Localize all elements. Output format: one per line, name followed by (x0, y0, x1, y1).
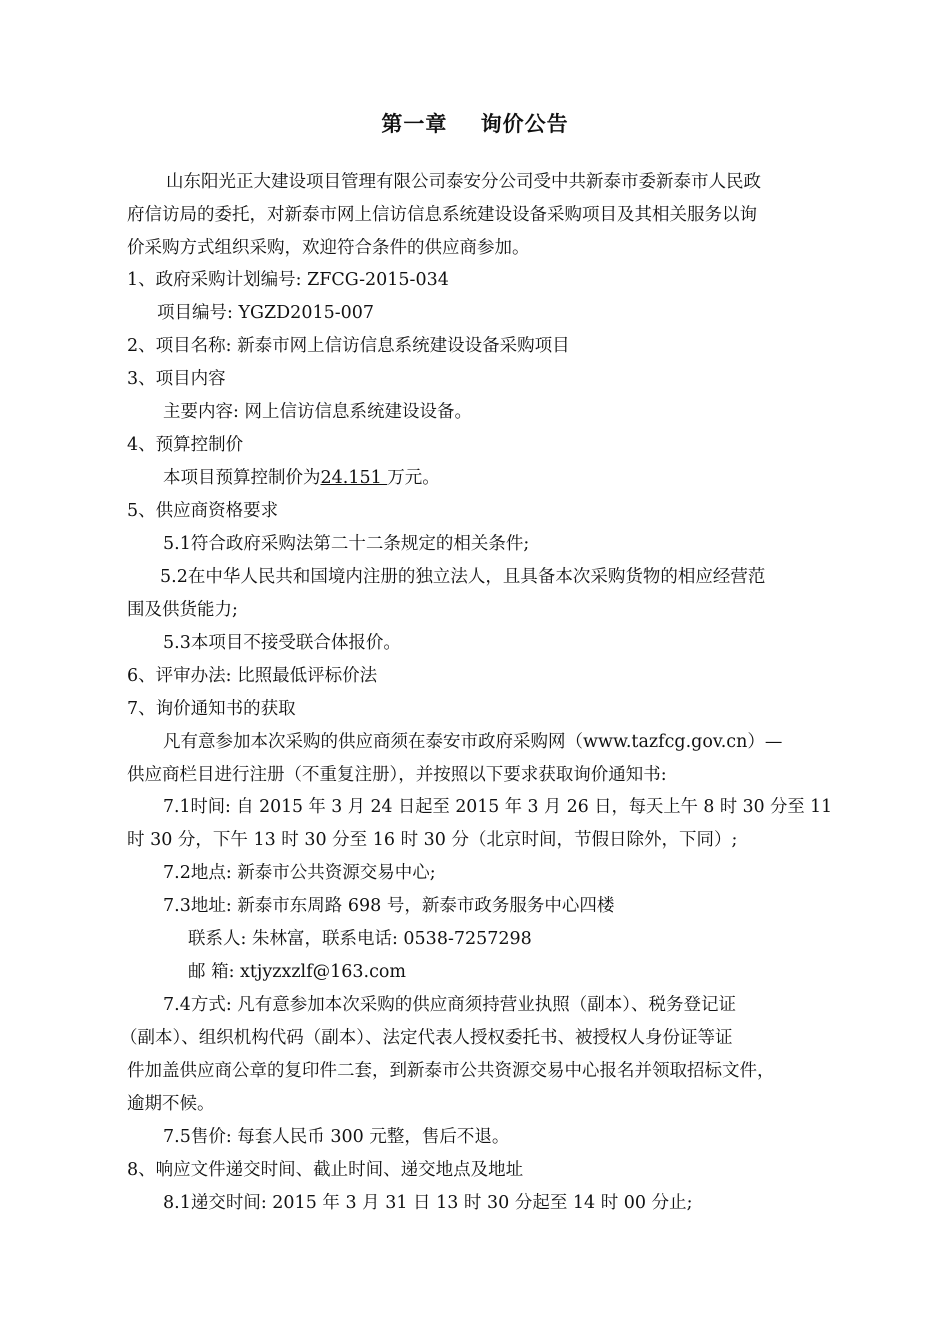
method-7-4-line-1: 7.4方式: 凡有意参加本次采购的供应商须持营业执照（副本）、税务登记证 (163, 995, 737, 1015)
intro-line-3: 价采购方式组织采购，欢迎符合条件的供应商参加。 (127, 238, 530, 258)
intro-line-1: 山东阳光正大建设项目管理有限公司泰安分公司受中共新泰市委新泰市人民政 (166, 172, 761, 192)
project-number: 项目编号: YGZD2015-007 (157, 303, 375, 323)
section-7-intro-line-1: 凡有意参加本次采购的供应商须在泰安市政府采购网（www.tazfcg.gov.cn）— (163, 732, 783, 752)
address-7-3: 7.3地址: 新泰市东周路 698 号，新泰市政务服务中心四楼 (163, 896, 615, 916)
time-7-1-line-1: 7.1时间: 自 2015 年 3 月 24 日起至 2015 年 3 月 26 日，每天上午 8 时 30 分至 11 (163, 797, 833, 817)
time-7-1-line-2: 时 30 分，下午 13 时 30 分至 16 时 30 分（北京时间，节假日除外，下同）; (127, 830, 738, 850)
budget-amount: 24.151 (320, 468, 388, 488)
method-7-4-line-3: 件加盖供应商公章的复印件二套，到新泰市公共资源交易中心报名并领取招标文件， (127, 1061, 775, 1081)
qualification-5-1: 5.1符合政府采购法第二十二条规定的相关条件; (163, 534, 530, 554)
qualification-5-2-line-2: 围及供货能力; (127, 600, 238, 620)
location-7-2: 7.2地点: 新泰市公共资源交易中心; (163, 863, 436, 883)
method-7-4-line-4: 逾期不候。 (127, 1094, 215, 1114)
section-1-plan-number: 1、政府采购计划编号: ZFCG-2015-034 (127, 270, 449, 290)
section-2-project-name: 2、项目名称: 新泰市网上信访信息系统建设设备采购项目 (127, 336, 570, 356)
section-7-intro-line-2: 供应商栏目进行注册（不重复注册），并按照以下要求获取询价通知书: (127, 765, 667, 785)
qualification-5-2-line-1: 5.2在中华人民共和国境内注册的独立法人，且具备本次采购货物的相应经营范 (160, 567, 766, 587)
intro-line-2: 府信访局的委托，对新泰市网上信访信息系统建设设备采购项目及其相关服务以询 (127, 205, 757, 225)
section-3-heading: 3、项目内容 (127, 369, 226, 389)
submission-time-8-1: 8.1递交时间: 2015 年 3 月 31 日 13 时 30 分起至 14 时 00 分止; (163, 1193, 693, 1213)
email-line: 邮 箱: xtjyzxzlf@163.com (188, 962, 407, 982)
section-5-heading: 5、供应商资格要求 (127, 501, 279, 521)
section-6-evaluation: 6、评审办法: 比照最低评标价法 (127, 666, 378, 686)
section-7-heading: 7、询价通知书的获取 (127, 699, 296, 719)
section-4-heading: 4、预算控制价 (127, 435, 244, 455)
budget-prefix: 本项目预算控制价为 (163, 468, 321, 488)
qualification-5-3: 5.3本项目不接受联合体报价。 (163, 633, 401, 653)
main-content: 主要内容: 网上信访信息系统建设设备。 (163, 402, 472, 422)
section-8-heading: 8、响应文件递交时间、截止时间、递交地点及地址 (127, 1160, 524, 1180)
contact-line: 联系人: 朱林富，联系电话: 0538-7257298 (188, 929, 532, 949)
budget-line (163, 468, 440, 489)
chapter-title: 第一章 询价公告 (381, 112, 569, 136)
budget-suffix: 万元。 (387, 468, 440, 488)
price-7-5: 7.5售价: 每套人民币 300 元整，售后不退。 (163, 1127, 510, 1147)
method-7-4-line-2: （副本）、组织机构代码（副本）、法定代表人授权委托书、被授权人身份证等证 (120, 1028, 733, 1048)
